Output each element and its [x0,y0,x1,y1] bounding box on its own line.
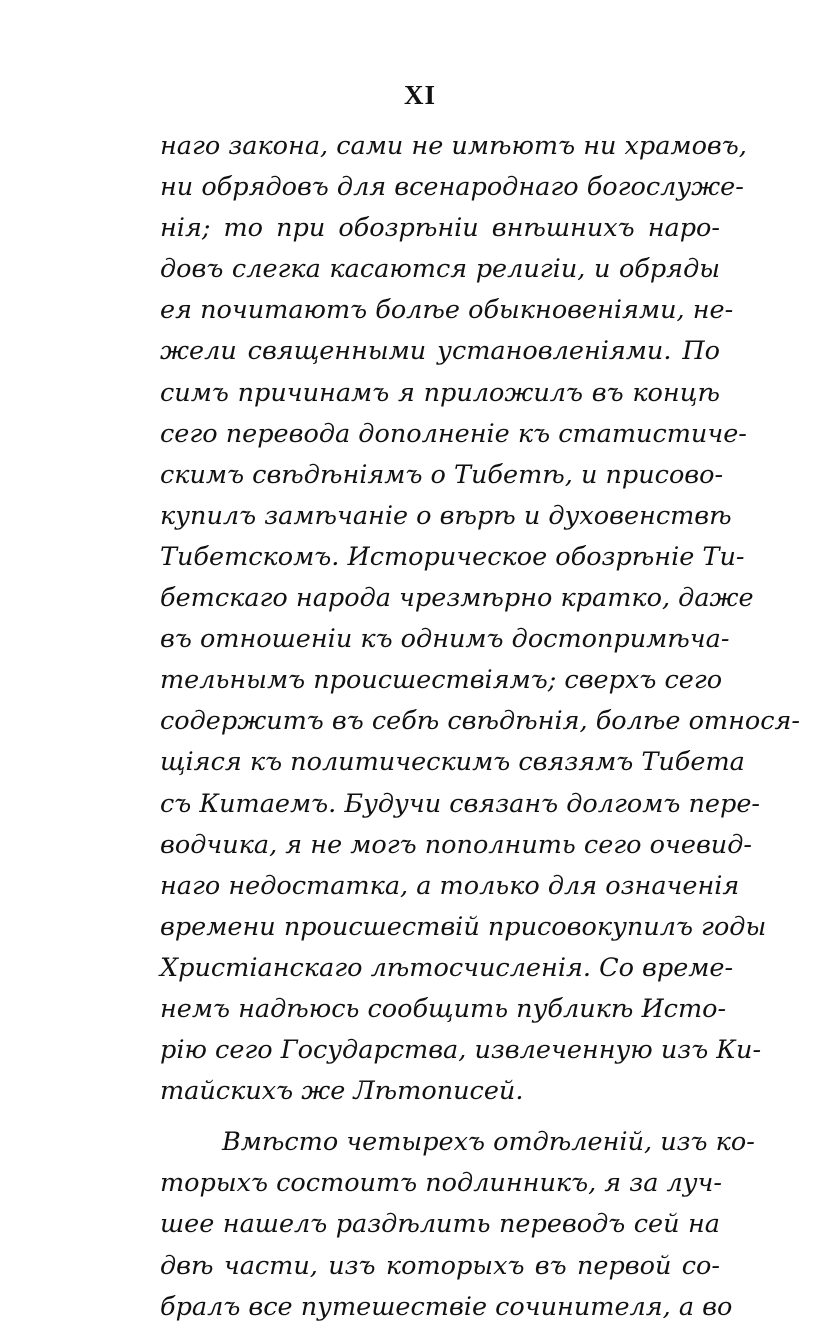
text-line: Тибетскомъ. Историческое обозрѣніе Ти- [160,541,745,572]
text-line: съ Китаемъ. Будучи связанъ долгомъ пере- [160,788,761,819]
text-line: торыхъ состоитъ подлинникъ, я за луч- [160,1168,723,1199]
text-line: тайскихъ же Лѣтописей. [160,1076,524,1107]
body-text [160,126,801,1328]
text-line: скимъ свѣдѣніямъ о Тибетѣ, и присово- [160,459,724,490]
text-line: тельнымъ происшествіямъ; сверхъ сего [160,665,723,696]
text-line: Христіанскаго лѣтосчисленія. Со време- [160,952,734,983]
text-line: ни обрядовъ для всенароднаго богослуже- [160,172,744,203]
text-line: наго закона, сами не имѣютъ ни храмовъ, [160,131,747,161]
text-line: двѣ части, изъ которыхъ въ первой со- [160,1250,720,1281]
text-line: бралъ все путешествіе сочинителя, а во [160,1291,733,1322]
paragraph-gap [160,1112,720,1122]
text-line: Вмѣсто четырехъ отдѣленій, изъ ко- [222,1127,755,1158]
text-line: немъ надѣюсь сообщить публикѣ Исто- [160,993,727,1024]
text-line: симъ причинамъ я приложилъ въ концѣ [160,377,720,408]
text-line: содержитъ въ себѣ свѣдѣнія, болѣе относя- [160,706,801,737]
text-line: довъ слегка касаются религіи, и обряды [160,254,720,285]
text-line: сего перевода дополненіе къ статистиче- [160,418,747,449]
paragraph-1 [160,126,801,1112]
text-line: наго недостатка, а только для означенія [160,870,740,901]
page-number: XI [403,80,436,110]
text-line: въ отношеніи къ однимъ достопримѣча- [160,624,730,655]
text-line: щіяся къ политическимъ связямъ Тибета [160,747,745,778]
text-line: водчика, я не могъ пополнить сего очевид- [160,829,752,860]
text-line: бетскаго народа чрезмѣрно кратко, даже [160,583,754,614]
text-line: ея почитаютъ болѣе обыкновеніями, не- [160,295,734,326]
text-line: шее нашелъ раздѣлить переводъ сей на [160,1209,720,1240]
text-line: времени происшествій присовокупилъ годы [160,911,767,942]
text-line: нія; то при обозрѣніи внѣшнихъ наро- [160,213,720,244]
text-line: жели священными установленіями. По [160,336,720,367]
text-line: рію сего Государства, извлеченную изъ Ки- [160,1035,762,1066]
paragraph-2 [160,1122,755,1327]
text-line: купилъ замѣчаніе о вѣрѣ и духовенствѣ [160,500,732,531]
